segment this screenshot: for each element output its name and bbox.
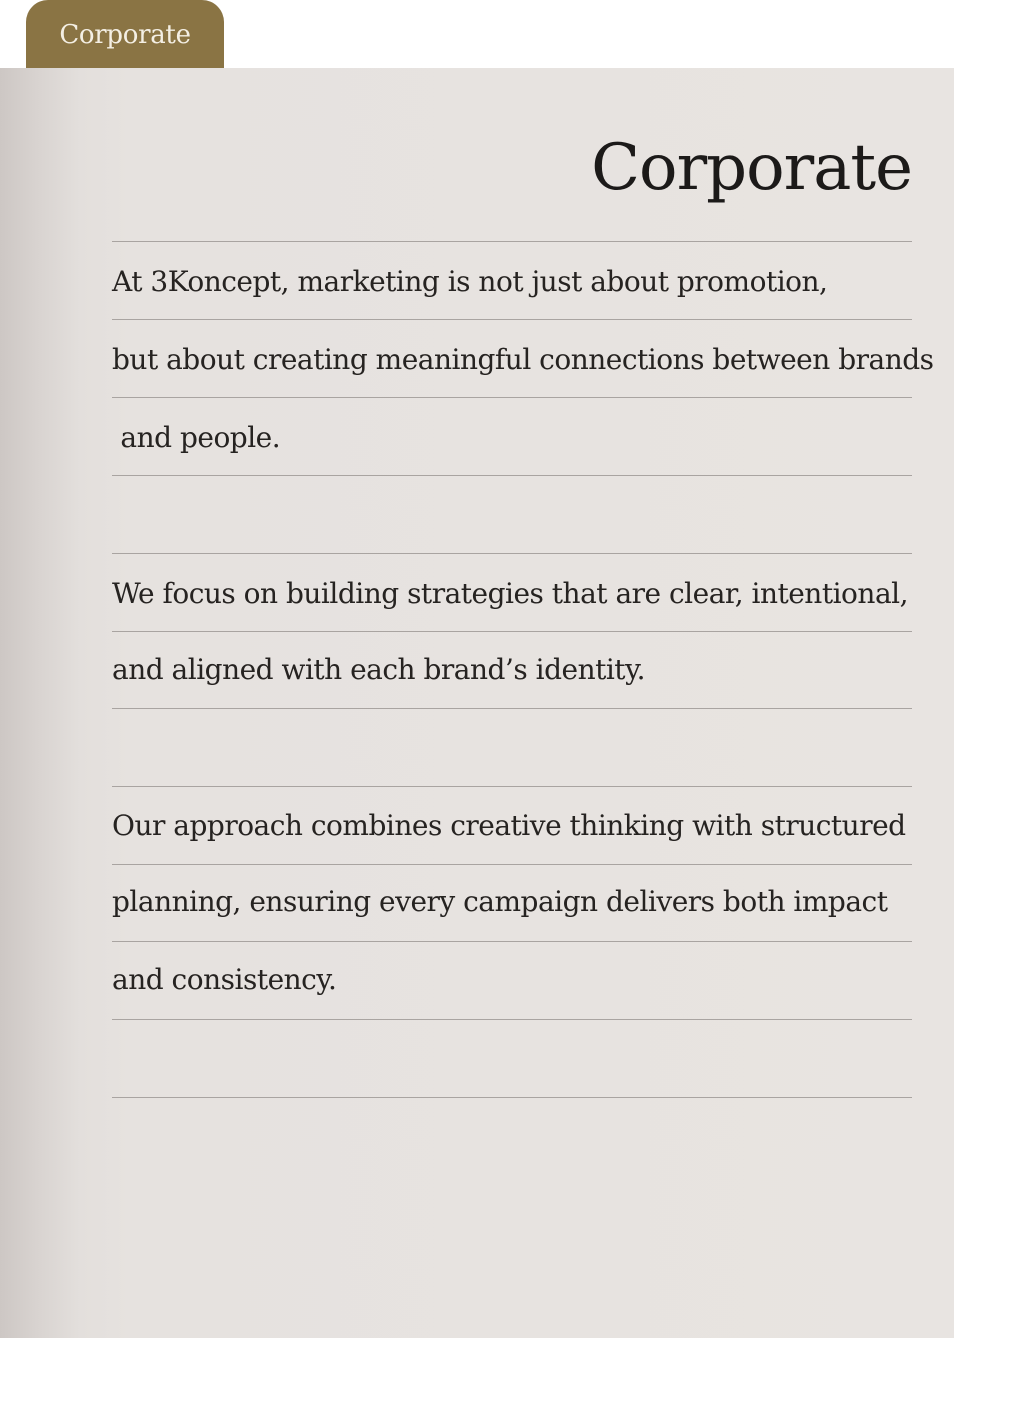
ruled-line bbox=[112, 864, 912, 865]
paragraph-line: Our approach combines creative thinking with structured bbox=[112, 809, 906, 842]
ruled-line bbox=[112, 941, 912, 942]
page-title: Corporate bbox=[591, 131, 912, 205]
ruled-line bbox=[112, 319, 912, 320]
paragraph-line: We focus on building strategies that are clear, intentional, bbox=[112, 577, 908, 610]
paragraph-line: and aligned with each brand’s identity. bbox=[112, 653, 646, 686]
notebook-page bbox=[0, 68, 954, 1338]
ruled-line bbox=[112, 1019, 912, 1020]
ruled-line bbox=[112, 708, 912, 709]
ruled-line bbox=[112, 1097, 912, 1098]
ruled-line bbox=[112, 786, 912, 787]
ruled-line bbox=[112, 475, 912, 476]
paragraph-line: At 3Koncept, marketing is not just about promotion, bbox=[112, 265, 828, 298]
paragraph-line: and people. bbox=[112, 421, 281, 454]
tab-label: Corporate bbox=[59, 20, 191, 50]
paragraph-line: planning, ensuring every campaign delivers both impact bbox=[112, 885, 888, 918]
ruled-line bbox=[112, 241, 912, 242]
ruled-line bbox=[112, 397, 912, 398]
ruled-line bbox=[112, 553, 912, 554]
ruled-line bbox=[112, 631, 912, 632]
paragraph-line: and consistency. bbox=[112, 963, 337, 996]
tab-corporate[interactable] bbox=[26, 0, 224, 70]
paragraph-line: but about creating meaningful connections between brands bbox=[112, 343, 934, 376]
